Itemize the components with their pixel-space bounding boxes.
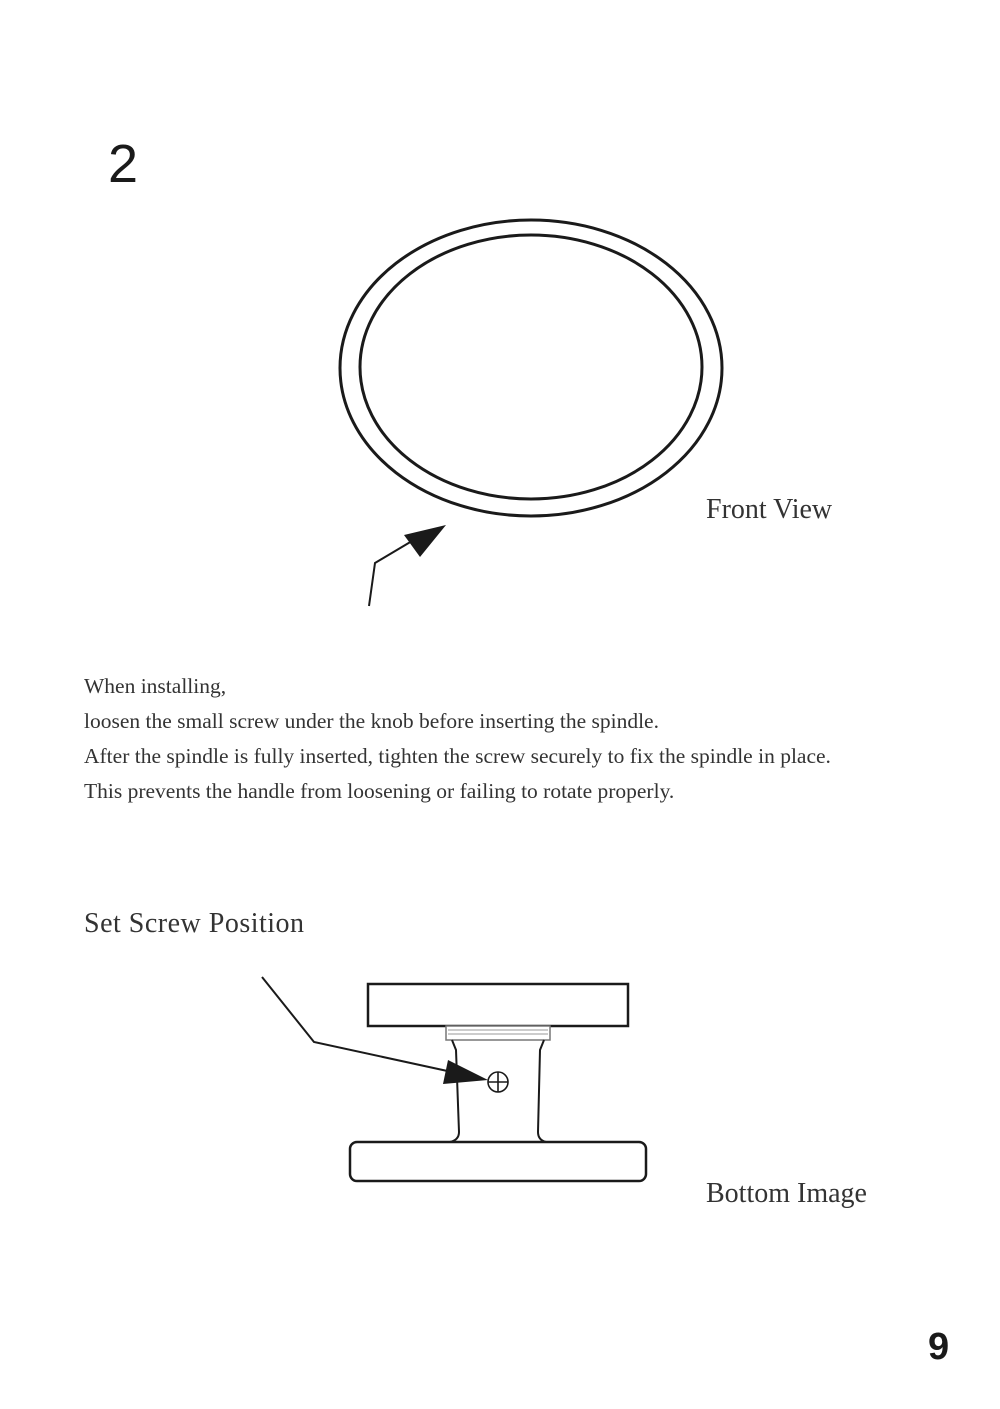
knob-base (350, 1142, 646, 1181)
collar (446, 1026, 550, 1040)
rose-plate (368, 984, 628, 1026)
step-number: 2 (108, 134, 139, 194)
instruction-line: When installing, (84, 674, 227, 698)
set-screw-heading: Set Screw Position (84, 908, 305, 939)
front-view-label: Front View (706, 494, 833, 525)
set-screw-icon (488, 1072, 508, 1092)
instruction-line: loosen the small screw under the knob before inserting the spindle. (84, 709, 659, 733)
bottom-image-label: Bottom Image (706, 1178, 867, 1209)
page-number: 9 (928, 1326, 950, 1368)
instruction-line: This prevents the handle from loosening or failing to rotate properly. (84, 779, 675, 803)
instruction-line: After the spindle is fully inserted, tighten the screw securely to fix the spindle in place. (84, 744, 831, 768)
